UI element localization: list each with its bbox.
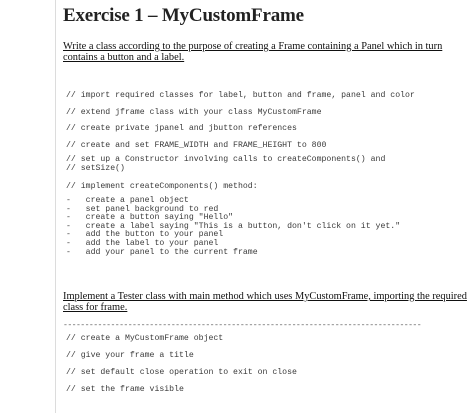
code-comment-extend: // extend jframe class with your class MyCustomFrame — [66, 108, 322, 117]
tester-comment-title: // give your frame a title — [66, 351, 194, 360]
code-comment-constructor: // set up a Constructor involving calls to createComponents() and // setSize() — [66, 155, 386, 173]
code-comment-imports: // import required classes for label, button and frame, panel and color — [66, 91, 415, 100]
code-comment-references: // create private jpanel and jbutton references — [66, 124, 297, 133]
tester-instructions-paragraph: Implement a Tester class with main method which uses MyCustomFrame, importing the required class for frame. — [63, 291, 467, 313]
tester-comment-visible: // set the frame visible — [66, 385, 184, 394]
separator-line: ----------------------------------------------------------------------------------- — [63, 321, 422, 330]
tester-comment-close: // set default close operation to exit on close — [66, 368, 297, 377]
tester-comment-create: // create a MyCustomFrame object — [66, 334, 224, 343]
instructions-paragraph: Write a class according to the purpose of creating a Frame containing a Panel which in turn contains a button and a label. — [63, 41, 443, 63]
code-comment-constants: // create and set FRAME_WIDTH and FRAME_HEIGHT to 800 — [66, 141, 327, 150]
code-comment-create-components: // implement createComponents() method: — [66, 182, 258, 191]
exercise-title: Exercise 1 – MyCustomFrame — [63, 5, 304, 26]
code-steps-list: - create a panel object - set panel background to red - create a button saying "Hello" - create a label saying "This is a button, don't click on it yet." - add the button to your panel - add the label to your panel - add your panel to the current frame — [66, 196, 401, 257]
